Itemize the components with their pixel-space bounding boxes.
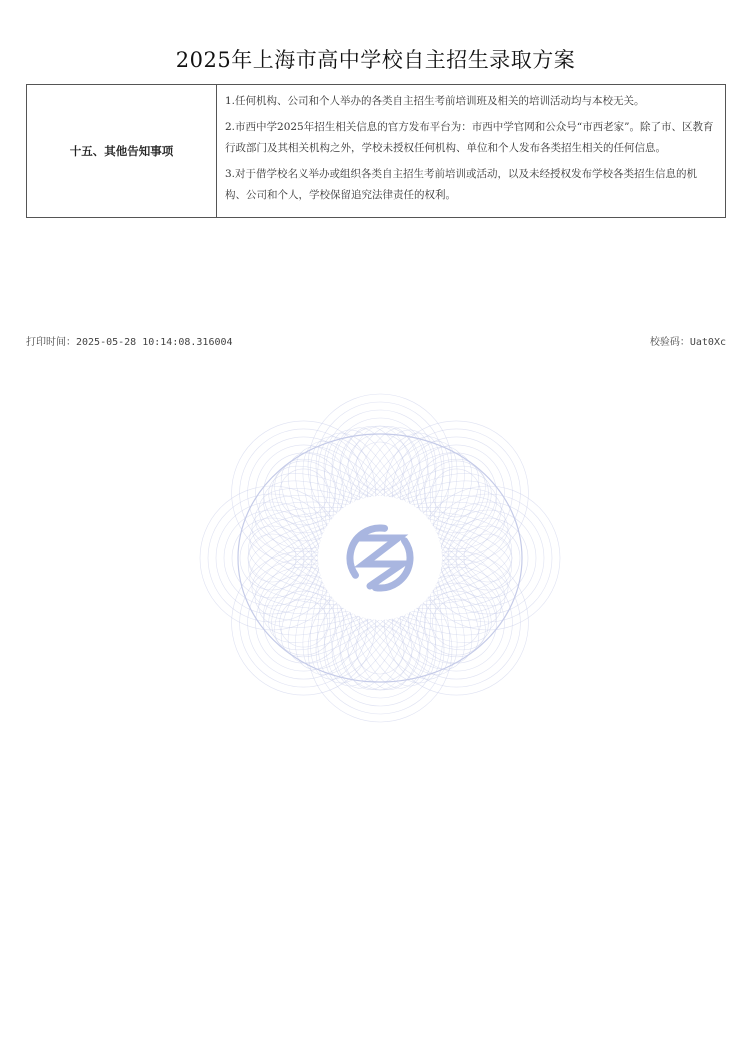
notice-item: 3.对于借学校名义举办或组织各类自主招生考前培训或活动，以及未经授权发布学校各类招生信息的机构、公司和个人，学校保留追究法律责任的权利。 (225, 167, 698, 201)
print-time: 打印时间：2025-05-28 10:14:08.316004 (26, 337, 233, 348)
watermark-seal-icon (180, 392, 580, 724)
table-row (27, 85, 726, 218)
verify-code: 校验码：Uat0Xc (649, 337, 726, 348)
page-title: 2025年上海市高中学校自主招生录取方案 (175, 48, 576, 72)
section-label: 十五、其他告知事项 (27, 85, 217, 218)
section-content (217, 85, 726, 218)
notice-item: 2.市西中学2025年招生相关信息的官方发布平台为：市西中学官网和公众号“市西老家”。除了市、区教育行政部门及其相关机构之外，学校未授权任何机构、单位和个人发布各类招生相关的任何信息。 (225, 120, 714, 154)
notice-item: 1.任何机构、公司和个人举办的各类自主招生考前培训班及相关的培训活动均与本校无关。 (225, 95, 645, 107)
notice-table (26, 84, 726, 218)
